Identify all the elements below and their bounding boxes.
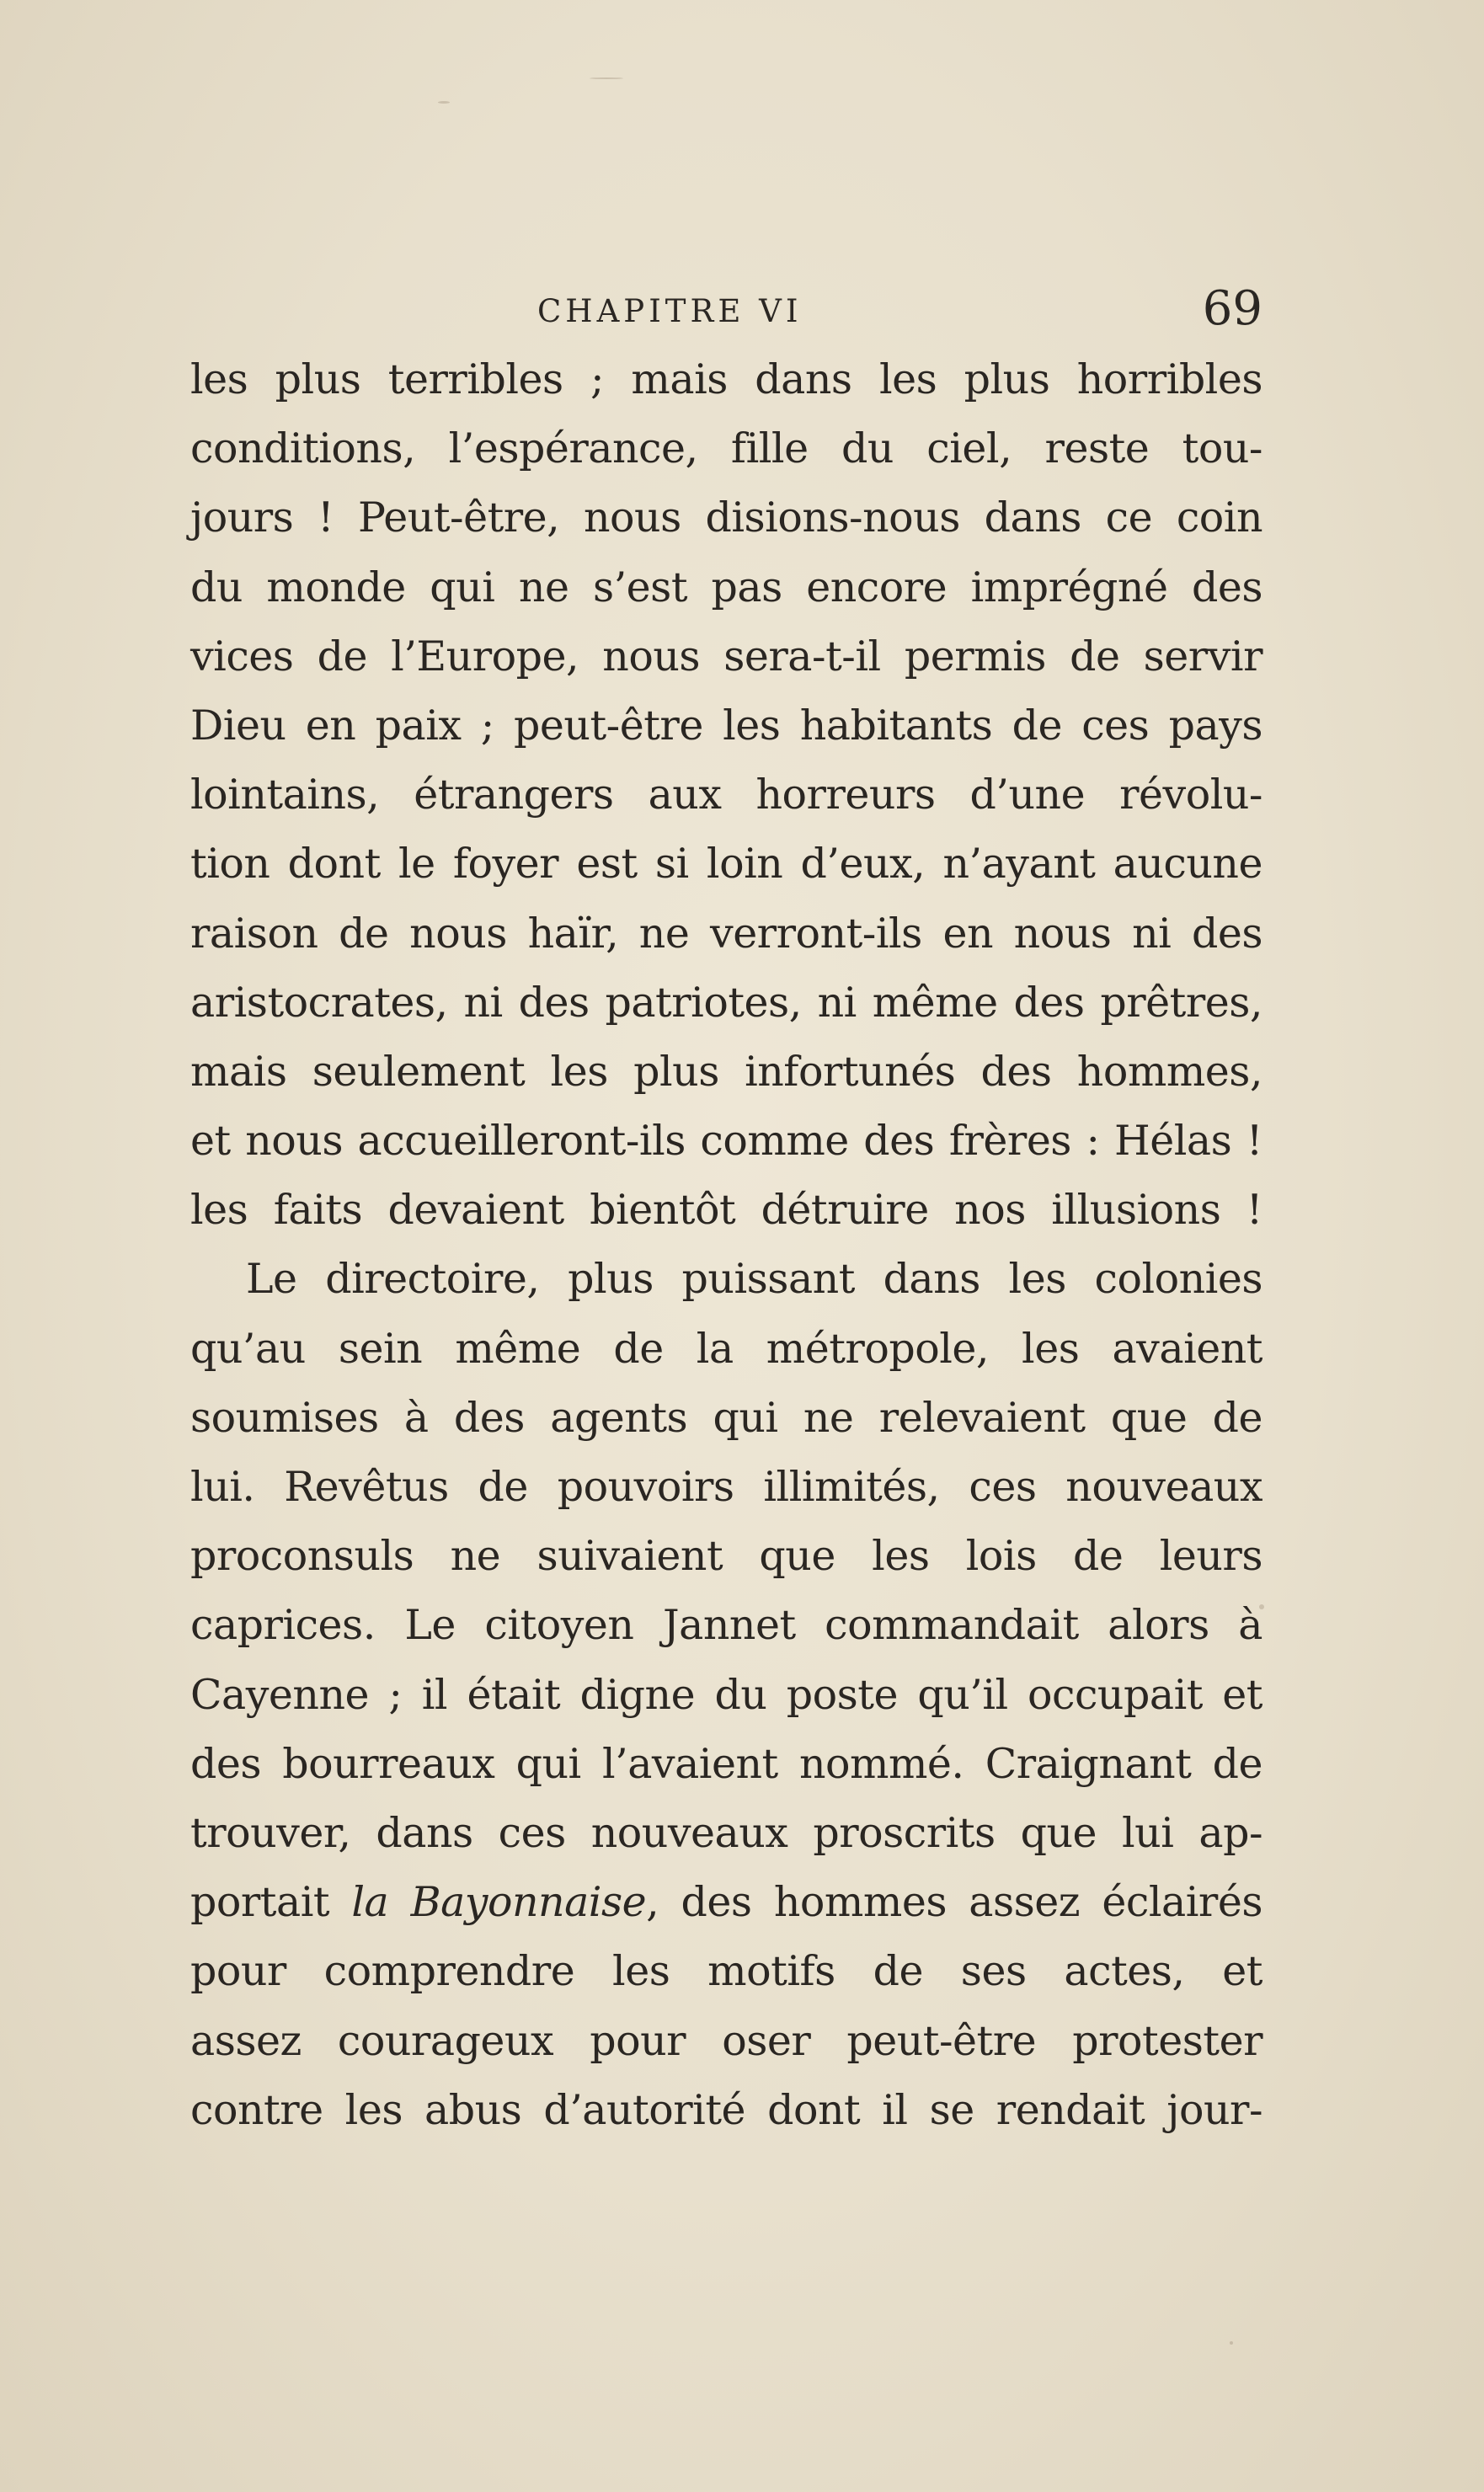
text-line: tion dont le foyer est si loin d’eux, n’ayant aucune [190,840,1262,888]
text-line: raison de nous haïr, ne verront-ils en nous ni des [190,909,1262,958]
body-text [190,345,1262,2145]
paper-speck [590,77,623,79]
ship-name-italic: la Bayonnaise [351,1878,647,1927]
text-line: caprices. Le citoyen Jannet commandait alors à [190,1601,1262,1650]
text-line: jours ! Peut-être, nous disions-nous dans ce coin [190,494,1262,542]
text-line: Cayenne ; il était digne du poste qu’il occupait et [190,1670,1262,1719]
text-line: qu’au sein même de la métropole, les avaient [190,1324,1262,1373]
text-line: aristocrates, ni des patriotes, ni même des prêtres, [190,978,1262,1027]
line-before-italic: portait [190,1878,352,1927]
paragraph-start-line: Le directoire, plus puissant dans les colonies [246,1255,1262,1304]
page-number: 69 [1202,281,1262,336]
text-line: trouver, dans ces nouveaux proscrits que lui ap- [190,1808,1262,1857]
paper-speck [1230,2341,1233,2345]
text-line: assez courageux pour oser peut-être protester [190,2016,1262,2065]
paper-speck [438,101,450,104]
page-header [190,278,1262,345]
text-line: des bourreaux qui l’avaient nommé. Craignant de [190,1739,1262,1788]
text-line: soumises à des agents qui ne relevaient que de [190,1393,1262,1442]
text-line: lointains, étrangers aux horreurs d’une révolu- [190,771,1262,819]
text-line: proconsuls ne suivaient que les lois de leurs [190,1532,1262,1581]
line-after-italic: , des hommes assez éclairés [646,1878,1262,1927]
text-line: conditions, l’espérance, fille du ciel, reste tou- [190,424,1262,473]
text-line: du monde qui ne s’est pas encore imprégné des [190,563,1262,611]
text-line: et nous accueilleront-ils comme des frères : Hélas ! [190,1117,1262,1166]
text-line: Dieu en paix ; peut-être les habitants de ces pays [190,701,1262,750]
text-line: les faits devaient bientôt détruire nos illusions ! [190,1186,1262,1235]
text-line: vices de l’Europe, nous sera-t-il permis de servir [190,632,1262,680]
running-head: CHAPITRE VI [537,293,803,329]
text-line: mais seulement les plus infortunés des hommes, [190,1047,1262,1096]
text-line: lui. Revêtus de pouvoirs illimités, ces nouveaux [190,1463,1262,1511]
text-line: contre les abus d’autorité dont il se rendait jour- [190,2085,1262,2134]
text-line: pour comprendre les motifs de ses actes, et [190,1947,1262,1996]
text-line-ship-name [190,1868,1262,1937]
text-line: les plus terribles ; mais dans les plus horribles [190,355,1262,403]
